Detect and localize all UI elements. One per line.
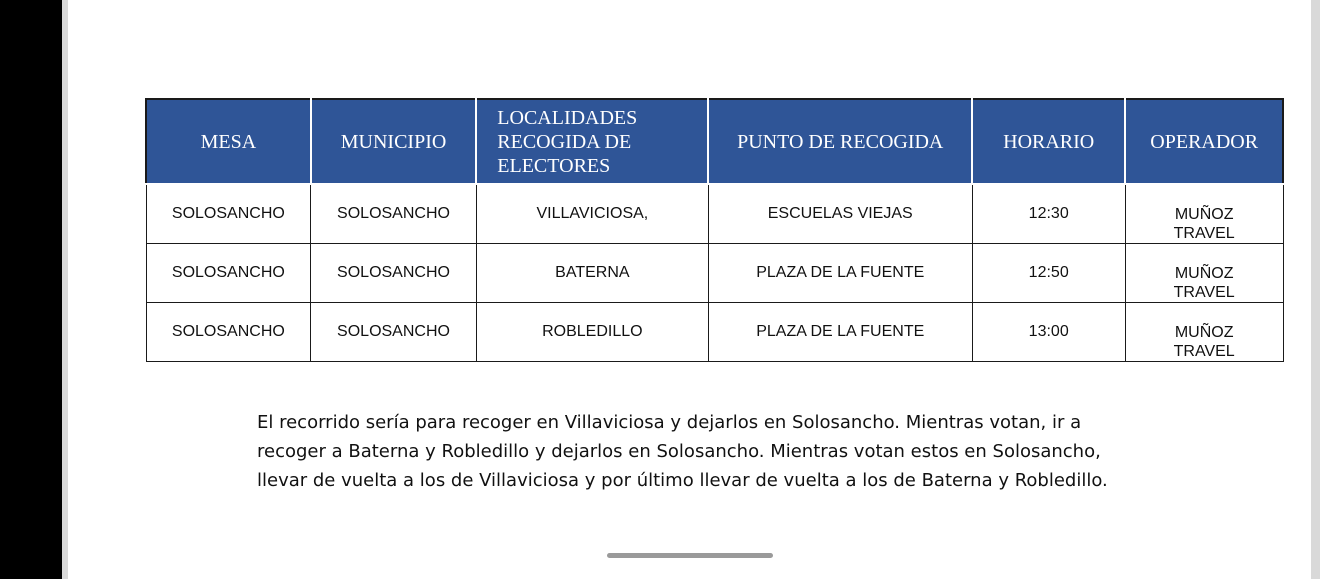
route-description-line3: llevar de vuelta a los de Villaviciosa y por último llevar de vuelta a los de Baterna y Robledillo.	[257, 470, 1108, 491]
operador-line2: TRAVEL	[1173, 284, 1235, 301]
cell-mesa: SOLOSANCHO	[146, 184, 311, 244]
cell-operador	[1125, 244, 1283, 303]
header-municipio: MUNICIPIO	[311, 99, 477, 184]
cell-localidad: ROBLEDILLO	[476, 303, 708, 362]
header-localidades	[476, 99, 708, 184]
cell-horario: 12:30	[972, 184, 1125, 244]
cell-punto: PLAZA DE LA FUENTE	[708, 244, 972, 303]
operador-line1: MUÑOZ	[1174, 206, 1234, 223]
cell-localidad: VILLAVICIOSA,	[476, 184, 708, 244]
cell-mesa: SOLOSANCHO	[146, 303, 311, 362]
header-mesa: MESA	[146, 99, 311, 184]
cell-punto: ESCUELAS VIEJAS	[708, 184, 972, 244]
cell-mesa: SOLOSANCHO	[146, 244, 311, 303]
route-description-line2: recoger a Baterna y Robledillo y dejarlos en Solosancho. Mientras votan estos en Solosancho,	[257, 441, 1101, 462]
header-operador: OPERADOR	[1125, 99, 1283, 184]
table-header-row	[146, 99, 1283, 184]
cell-municipio: SOLOSANCHO	[311, 184, 477, 244]
cell-municipio: SOLOSANCHO	[311, 303, 477, 362]
header-localidades-line1: LOCALIDADES	[497, 106, 638, 129]
cell-punto: PLAZA DE LA FUENTE	[708, 303, 972, 362]
header-localidades-line2: RECOGIDA DE	[497, 130, 632, 153]
cell-operador	[1125, 184, 1283, 244]
pickup-schedule-table	[145, 98, 1284, 362]
header-localidades-line3: ELECTORES	[497, 154, 611, 177]
table-row	[146, 303, 1283, 362]
route-description	[257, 408, 1157, 495]
left-black-bar	[0, 0, 62, 579]
cell-localidad: BATERNA	[476, 244, 708, 303]
table-row	[146, 184, 1283, 244]
operador-line1: MUÑOZ	[1174, 265, 1234, 282]
cell-operador	[1125, 303, 1283, 362]
operador-line2: TRAVEL	[1173, 343, 1235, 360]
cell-municipio: SOLOSANCHO	[311, 244, 477, 303]
operador-line2: TRAVEL	[1173, 225, 1235, 242]
table-row	[146, 244, 1283, 303]
page-edge-right	[1311, 0, 1320, 579]
cell-horario: 12:50	[972, 244, 1125, 303]
header-horario: HORARIO	[972, 99, 1125, 184]
header-punto: PUNTO DE RECOGIDA	[708, 99, 972, 184]
route-description-line1: El recorrido sería para recoger en Villaviciosa y dejarlos en Solosancho. Mientras votan, ir a	[257, 412, 1082, 433]
cell-horario: 13:00	[972, 303, 1125, 362]
home-indicator-bar[interactable]	[607, 553, 773, 558]
operador-line1: MUÑOZ	[1174, 324, 1234, 341]
